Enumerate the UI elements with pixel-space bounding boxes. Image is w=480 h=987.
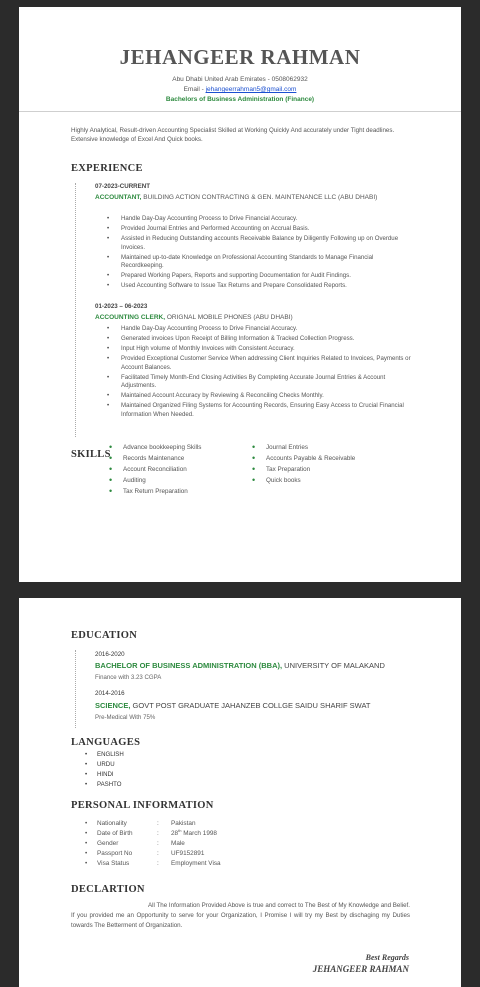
- best-regards: Best Regards: [365, 953, 409, 962]
- info-label: Nationality: [97, 820, 127, 827]
- languages-heading: LANGUAGES: [71, 737, 141, 748]
- list-item: • Prepared Working Papers, Reports and supporting Documentation for Audit Findings.: [107, 272, 412, 281]
- info-value: Employment Visa: [171, 860, 221, 867]
- email-link[interactable]: jehangeerrahman5@gmail.com: [205, 86, 297, 93]
- experience-timeline: [75, 183, 76, 437]
- list-item: • Auditing: [109, 475, 201, 486]
- job-2-dates: 01-2023 – 06-2023: [95, 303, 148, 310]
- location-phone: Abu Dhabi United Arab Emirates - 0508062932: [172, 76, 308, 83]
- list-item: • PASHTO: [85, 780, 124, 790]
- resume-page-2: EDUCATION 2016-2020 BACHELOR OF BUSINESS ADMINISTRATION (BBA), UNIVERSITY OF MALAKAND Finance with 3.23 CGPA 2014-2016 SCIENCE, GOVT POST GRADUATE JAHANZEB COLLGE SAIDU SHARIF SWAT Pre-Medical With 75% LANGUAGES • ENGLISH • URDU • HINDI • PASHTO PERSONAL INFORMATION • Nationality : Pakistan • Date of Birth : 28th March 1998 • Gender : Male • Passport No : UF9152891 • Visa Status : Employment Visa DECLARTION All The Information Provided Above is true and correct to The Best of My Knowledge and Belief. If you provided me an Opportunity to serve for your Organization, I Promise I will try my Best by dischaging my Duties towards The Betterment of Organization. Best Regards JEHANGEER RAHMAN: [19, 598, 461, 987]
- job-2-company: ORIGNAL MOBILE PHONES (ABU DHABI): [165, 314, 293, 321]
- edu-1-note: Finance with 3.23 CGPA: [95, 674, 162, 681]
- languages-list: [85, 750, 124, 790]
- list-item: • Journal Entries: [252, 442, 355, 453]
- email-line: [19, 86, 461, 93]
- edu-2-note: Pre-Medical With 75%: [95, 714, 156, 721]
- list-item: • Handle Day-Day Accounting Process to Drive Financial Accuracy.: [107, 215, 412, 224]
- edu-1-school: UNIVERSITY OF MALAKAND: [282, 661, 385, 670]
- info-label: Gender: [97, 840, 119, 847]
- job-2-title: [95, 313, 415, 322]
- info-label: Visa Status: [97, 860, 130, 867]
- edu-2-degree: SCIENCE,: [95, 701, 131, 710]
- resume-page-1: [19, 7, 461, 582]
- list-item: • HINDI: [85, 770, 124, 780]
- job-1-dates: 07-2023-CURRENT: [95, 183, 151, 190]
- edu-2-dates: 2014-2016: [95, 690, 125, 697]
- job-1-company: BUILDING ACTION CONTRACTING & GEN. MAINTENANCE LLC (ABU DHABI): [141, 194, 378, 201]
- edu-1-degree: BACHELOR OF BUSINESS ADMINISTRATION (BBA),: [95, 661, 283, 670]
- list-item: • Facilitated Timely Month-End Closing Activities By Completing Accurate Journal Entries & Account Adjustments.: [107, 374, 412, 391]
- list-item: • Maintained up-to-date Knowledge on Professional Accounting Standards to Manage Financial Recordkeeping.: [107, 254, 412, 271]
- list-item: • ENGLISH: [85, 750, 124, 760]
- edu-1-dates: 2016-2020: [95, 651, 125, 658]
- list-item: • Records Maintenance: [109, 453, 201, 464]
- list-item: • Provided Journal Entries and Performed Accounting on Accrual Basis.: [107, 225, 412, 234]
- skills-list-right: [252, 442, 355, 486]
- list-item: • Used Accounting Software to Issue Tax Returns and Prepare Consolidated Reports.: [107, 282, 412, 291]
- edu-2-school: GOVT POST GRADUATE JAHANZEB COLLGE SAIDU SHARIF SWAT: [130, 701, 371, 710]
- declaration-heading: DECLARTION: [71, 884, 145, 895]
- header-divider: [19, 111, 461, 112]
- list-item: • Accounts Payable & Receivable: [252, 453, 355, 464]
- candidate-name: JEHANGEER RAHMAN: [119, 45, 361, 69]
- list-item: • Input High volume of Monthly Invoices with Consistent Accuracy.: [107, 345, 412, 354]
- declaration-text: All The Information Provided Above is true and correct to The Best of My Knowledge and Belief. If you provided me an Opportunity to serve for your Organization, I Promise I will try my Best by dischaging my Duties towards The Betterment of Organization.: [71, 902, 410, 929]
- list-item: • Provided Exceptional Customer Service When addressing Client Inquiries Related to Invoices, Payments or Account Balances.: [107, 355, 412, 372]
- skills-list-left: [109, 442, 201, 497]
- info-label: Passport No: [97, 850, 133, 857]
- info-value: Pakistan: [171, 820, 196, 827]
- signature-name: JEHANGEER RAHMAN: [312, 964, 409, 974]
- education-timeline: [75, 650, 76, 728]
- degree-line: Bachelors of Business Administration (Finance): [165, 96, 315, 103]
- skills-heading: SKILLS: [71, 449, 111, 460]
- experience-heading: EXPERIENCE: [71, 163, 143, 174]
- list-item: • Maintained Organized Filing Systems for Accounting Records, Ensuring Easy Access to Crucial Financial Information When Needed.: [107, 402, 412, 419]
- list-item: • Tax Preparation: [252, 464, 355, 475]
- list-item: • Advance bookkeeping Skills: [109, 442, 201, 453]
- edu-1-title: [95, 661, 435, 670]
- list-item: • Handle Day-Day Accounting Process to Drive Financial Accuracy.: [107, 325, 412, 334]
- job-1-title: [95, 193, 415, 202]
- info-value: Male: [171, 840, 185, 847]
- list-item: • Quick books: [252, 475, 355, 486]
- list-item: • Account Reconciliation: [109, 464, 201, 475]
- education-heading: EDUCATION: [71, 630, 138, 641]
- summary-text: Highly Analytical, Result-driven Accounting Specialist Skilled at Working Quickly And accurately under Tight deadlines. Extensive knowledge of Excel And Quick books.: [71, 127, 395, 143]
- list-item: • URDU: [85, 760, 124, 770]
- list-item: • Maintained Account Accuracy by Reviewing & Reconciling Checks Monthly.: [107, 392, 412, 401]
- personal-info-heading: PERSONAL INFORMATION: [71, 800, 214, 811]
- list-item: • Tax Return Preparation: [109, 486, 201, 497]
- info-value: 28th March 1998: [171, 827, 217, 837]
- info-label: Date of Birth: [97, 830, 133, 837]
- job-1-role: ACCOUNTANT,: [95, 194, 142, 201]
- list-item: • Assisted in Reducing Outstanding accounts Receivable Balance by Diligently Following up on Overdue Invoices.: [107, 235, 412, 252]
- info-value: UF9152891: [171, 850, 205, 857]
- edu-2-title: [95, 701, 435, 710]
- job-2-role: ACCOUNTING CLERK,: [95, 314, 166, 321]
- job-1-duties: [107, 215, 412, 292]
- job-2-duties: [107, 325, 412, 421]
- email-label: Email -: [183, 86, 206, 93]
- list-item: • Generated invoices Upon Receipt of Billing Information & Tracked Collection Progress.: [107, 335, 412, 344]
